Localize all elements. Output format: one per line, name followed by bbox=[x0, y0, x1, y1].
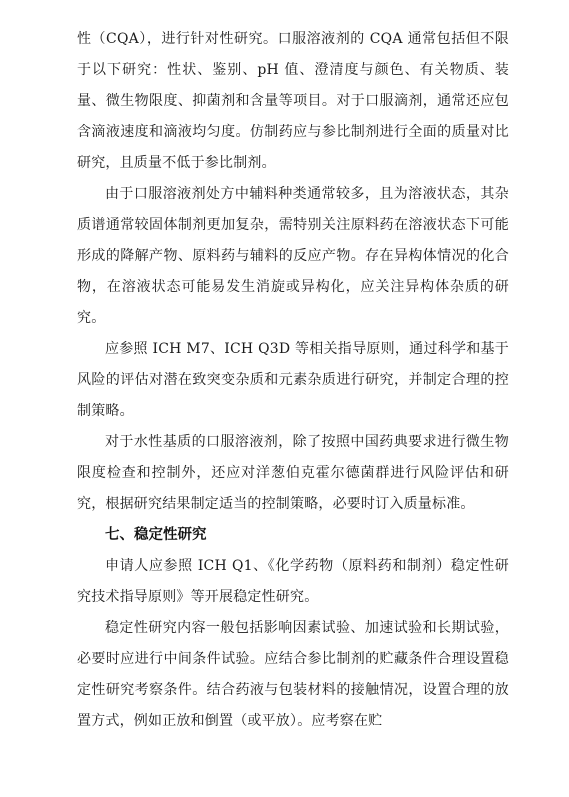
section-heading-stability: 七、稳定性研究 bbox=[105, 527, 207, 543]
paragraph-microbial-control: 对于水性基质的口服溶液剂，除了按照中国药典要求进行微生物限度检查和控制外，还应对洋葱伯克霍尔德菌群进行风险评估和研究，根据研究结果制定适当的控制策略，必要时订入质量标准。 bbox=[77, 434, 509, 512]
paragraph-stability-content: 稳定性研究内容一般包括影响因素试验、加速试验和长期试验，必要时应进行中间条件试验。应结合参比制剂的贮藏条件合理设置稳定性研究考察条件。结合药液与包装材料的接触情况，设置合理的放置方式，例如正放和倒置（或平放）。应考察在贮 bbox=[77, 620, 509, 729]
paragraph-impurity-profile: 由于口服溶液剂处方中辅料种类通常较多，且为溶液状态，其杂质谱通常较固体制剂更加复杂，需特别关注原料药在溶液状态下可能形成的降解产物、原料药与辅料的反应产物。存在异构体情况的化合物，在溶液状态可能易发生消旋或异构化，应关注异构体杂质的研究。 bbox=[77, 186, 509, 326]
paragraph-ich-guidance: 应参照 ICH M7、ICH Q3D 等相关指导原则，通过科学和基于风险的评估对潜在致突变杂质和元素杂质进行研究，并制定合理的控制策略。 bbox=[77, 341, 509, 419]
paragraph-cqa: 性（CQA），进行针对性研究。口服溶液剂的 CQA 通常包括但不限于以下研究：性状、鉴别、pH 值、澄清度与颜色、有关物质、装量、微生物限度、抑菌剂和含量等项目。对于口服滴剂，通常还应包含滴液速度和滴液均匀度。仿制药应与参比制剂进行全面的质量对比研究，且质量不低于参比制剂。 bbox=[77, 31, 509, 171]
paragraph-stability-guidance: 申请人应参照 ICH Q1、《化学药物（原料药和制剂）稳定性研究技术指导原则》等开展稳定性研究。 bbox=[77, 558, 509, 605]
